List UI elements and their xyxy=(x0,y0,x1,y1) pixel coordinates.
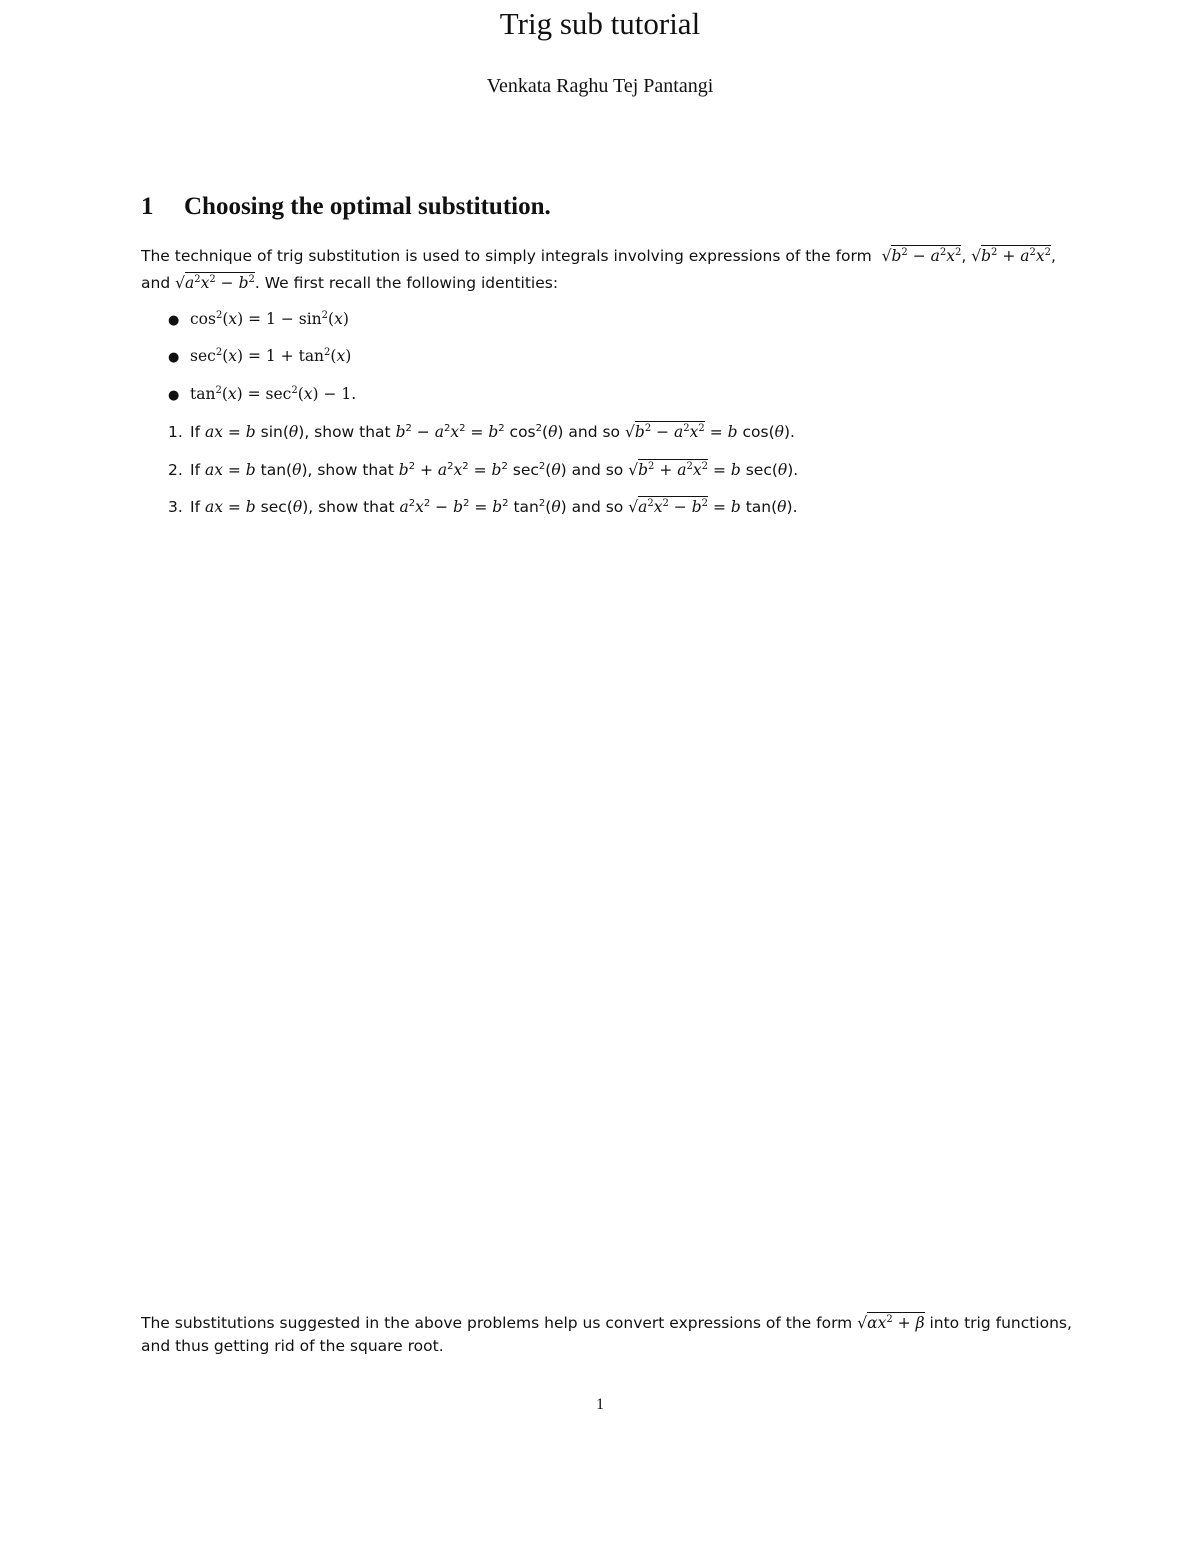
sqrt-expression: $√b^2 - a^2x^2$ xyxy=(881,247,962,265)
problem-item: 1. If ax = b sin(θ), show that $b^2 - a^2x^2 = b^2$ $\cos^2(\theta)$ and so $√b^2 - a^2x^2 = b$ cos(θ). xyxy=(168,423,795,441)
sqrt-expression: $√a^2x^2 - b^2$ xyxy=(175,274,255,292)
problem-number: 3. xyxy=(168,498,183,516)
intro-and: and xyxy=(141,274,171,292)
sqrt-expression: $√\alpha x^2 + \beta$ xyxy=(857,1314,925,1332)
intro-suffix: . We first recall the following identities: xyxy=(254,274,559,292)
problem-item: 3. If ax = b sec(θ), show that $a^2x^2 - b^2 = b^2$ $\tan^2(\theta)$ and so $√a^2x^2 - b^2 = b$ tan(θ). xyxy=(168,498,798,516)
document-title: Trig sub tutorial xyxy=(499,6,701,41)
bullet-icon: ● xyxy=(168,388,180,403)
sqrt-expression: $√b^2 + a^2x^2$ xyxy=(971,247,1052,265)
intro-line-1: The technique of trig substitution is used to simply integrals involving expressions of the form $√b^2 - a^2x^2$, $√b^2 + a^2x^2$, xyxy=(141,247,1056,265)
problem-item: 2. If ax = b tan(θ), show that $b^2 + a^2x^2 = b^2$ $\sec^2(\theta)$ and so $√b^2 + a^2x^2 = b$ sec(θ). xyxy=(168,461,799,479)
bullet-icon: ● xyxy=(168,313,180,328)
page-number: 1 xyxy=(596,1396,604,1413)
closing-line-2: and thus getting rid of the square root. xyxy=(141,1337,444,1355)
identity-item: ● $\cos^2(x) = 1 - \sin^2(x)$ xyxy=(168,310,349,328)
section-title: Choosing the optimal substitution. xyxy=(184,193,551,220)
closing-text: The substitutions suggested in the above problems help us convert expressions of the form xyxy=(141,1314,853,1332)
identity-item: ● $\sec^2(x) = 1 + \tan^2(x)$ xyxy=(168,347,352,365)
problem-number: 1. xyxy=(168,423,183,441)
section-heading xyxy=(141,193,551,221)
document-author: Venkata Raghu Tej Pantangi xyxy=(486,75,714,97)
closing-suffix: into trig functions, xyxy=(929,1314,1072,1332)
bullet-icon: ● xyxy=(168,350,180,365)
section-number: 1 xyxy=(141,193,154,220)
identity-item: ● $\tan^2(x) = \sec^2(x) - 1$. xyxy=(168,385,357,403)
intro-text: The technique of trig substitution is used to simply integrals involving expressions of the form xyxy=(141,247,872,265)
problem-number: 2. xyxy=(168,461,183,479)
intro-line-2 xyxy=(141,274,558,292)
closing-line-1 xyxy=(141,1314,1072,1332)
